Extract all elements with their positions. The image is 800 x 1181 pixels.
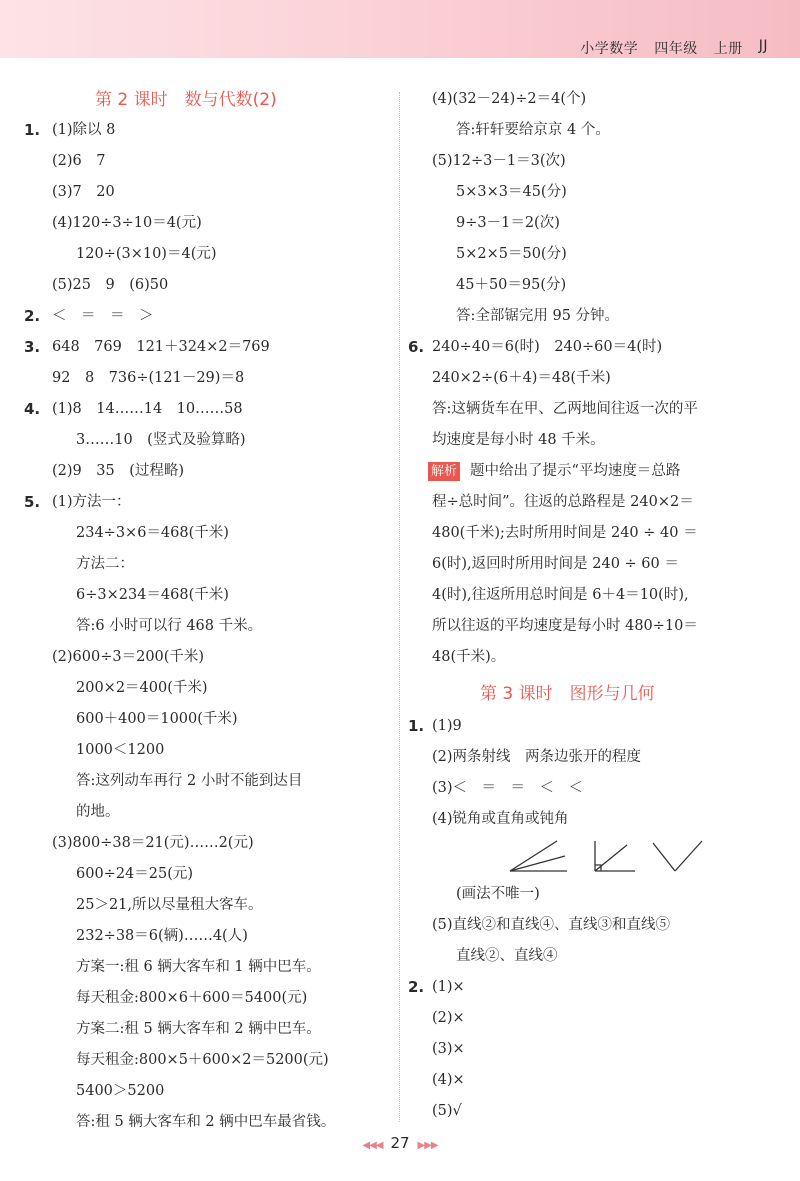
answer-line: (1)9: [432, 718, 462, 734]
section-heading-lesson3: 第 3 课时 图形与几何: [480, 684, 655, 704]
analysis-badge: 解析: [428, 462, 460, 481]
answer-line: 每天租金:800×6＋600＝5400(元): [76, 990, 308, 1006]
answer-line: 600＋400＝1000(千米): [76, 711, 238, 727]
answer-line: 5×2×5＝50(分): [456, 246, 567, 262]
g1-number: 1.: [408, 717, 425, 735]
answer-line: 5400＞5200: [76, 1083, 165, 1099]
q2-number: 2.: [24, 307, 41, 325]
answer-line: (3)7 20: [52, 184, 115, 200]
right-arrows-icon: ▶▶▶: [417, 1140, 438, 1151]
answer-line: (5)直线②和直线④、直线③和直线⑤: [432, 917, 671, 933]
header-subject: 小学数学: [580, 41, 639, 57]
answer-line: 的地。: [76, 804, 120, 820]
answer-line: (2)×: [432, 1010, 465, 1026]
answer-line: (4)×: [432, 1072, 465, 1088]
answer-line: 240÷40＝6(时) 240÷60＝4(时): [432, 339, 663, 355]
q5-number: 5.: [24, 493, 41, 511]
answer-line: (3)×: [432, 1041, 465, 1057]
drawing-note: (画法不唯一): [456, 886, 540, 902]
answer-line: 答:全部锯完用 95 分钟。: [456, 308, 620, 324]
answer-line: (2)两条射线 两条边张开的程度: [432, 749, 642, 765]
right-angle-drawing: [595, 841, 635, 871]
q6-number: 6.: [408, 338, 425, 356]
answer-line: 均速度是每小时 48 千米。: [432, 432, 605, 448]
answer-line: 答:轩轩要给京京 4 个。: [456, 122, 610, 138]
answer-line: 232÷38＝6(辆)……4(人): [76, 928, 248, 944]
answer-line: 答:这列动车再行 2 小时不能到达目: [76, 773, 303, 789]
answer-line: (2)9 35 (过程略): [52, 463, 185, 479]
header-edition: JJ: [758, 38, 768, 54]
answer-line: 1000＜1200: [76, 742, 165, 758]
page-footer: [0, 1134, 800, 1152]
answer-line: (3)＜ ＝ ＝ ＜ ＜: [432, 780, 584, 796]
answer-line: (4)(32－24)÷2＝4(个): [432, 91, 587, 107]
answer-line: (2)600÷3＝200(千米): [52, 649, 205, 665]
analysis-line: 480(千米);去时所用时间是 240 ÷ 40 ＝: [432, 525, 698, 541]
q4-number: 4.: [24, 400, 41, 418]
analysis-first-line: [428, 461, 680, 481]
analysis-line: 程÷总时间”。往返的总路程是 240×2＝: [432, 494, 694, 510]
answer-line: 方法二：: [76, 556, 134, 572]
analysis-line: 所以往返的平均速度是每小时 480÷10＝: [432, 618, 698, 634]
answer-line: (2)6 7: [52, 153, 106, 169]
answer-line: (5)25 9 (6)50: [52, 277, 169, 293]
answer-line: (3)800÷38＝21(元)……2(元): [52, 835, 254, 851]
column-divider: [399, 92, 400, 1122]
answer-line: 5×3×3＝45(分): [456, 184, 567, 200]
acute-angle-drawing: [510, 841, 567, 871]
answer-line: (1)除以 8: [52, 122, 116, 138]
answer-line: 9÷3－1＝2(次): [456, 215, 560, 231]
answer-line: 92 8 736÷(121－29)＝8: [52, 370, 245, 386]
answer-line: 方案一:租 6 辆大客车和 1 辆中巴车。: [76, 959, 321, 975]
section-heading-lesson2: 第 2 课时 数与代数(2): [95, 90, 277, 110]
g2-number: 2.: [408, 978, 425, 996]
answer-line: 120÷(3×10)＝4(元): [76, 246, 217, 262]
answer-line: (1)×: [432, 979, 465, 995]
analysis-line: 4(时),往返所用总时间是 6＋4＝10(时),: [432, 587, 689, 603]
analysis-text: 题中给出了提示“平均速度＝总路: [470, 463, 681, 479]
header-grade: 四年级: [654, 41, 698, 57]
answer-line: 6÷3×234＝468(千米): [76, 587, 229, 603]
answer-line: 45＋50＝95(分): [456, 277, 567, 293]
answer-line: 25＞21,所以尽量租大客车。: [76, 897, 263, 913]
answer-line: 直线②、直线④: [456, 948, 558, 964]
answer-line: 方案二:租 5 辆大客车和 2 辆中巴车。: [76, 1021, 321, 1037]
answer-line: (1)方法一：: [52, 494, 131, 510]
analysis-line: 48(千米)。: [432, 649, 506, 665]
answer-line: 648 769 121＋324×2＝769: [52, 339, 270, 355]
analysis-line: 6(时),返回时所用时间是 240 ÷ 60 ＝: [432, 556, 679, 572]
answer-line: 答:租 5 辆大客车和 2 辆中巴车最省钱。: [76, 1114, 336, 1130]
answer-line: 600÷24＝25(元): [76, 866, 194, 882]
answer-line: 每天租金:800×5＋600×2＝5200(元): [76, 1052, 329, 1068]
answer-line: 240×2÷(6＋4)＝48(千米): [432, 370, 611, 386]
answer-line: 234÷3×6＝468(千米): [76, 525, 229, 541]
answer-line: ＜ ＝ ＝ ＞: [52, 308, 154, 324]
answer-line: 答:6 小时可以行 468 千米。: [76, 618, 263, 634]
q3-number: 3.: [24, 338, 41, 356]
q1-number: 1.: [24, 121, 41, 139]
angle-drawings: [505, 838, 705, 878]
obtuse-angle-drawing: [653, 841, 702, 871]
answer-line: 200×2＝400(千米): [76, 680, 208, 696]
left-arrows-icon: ◀◀◀: [362, 1140, 383, 1151]
answer-line: 3……10 (竖式及验算略): [76, 432, 246, 448]
header-info: [580, 38, 768, 58]
answer-line: (4)锐角或直角或钝角: [432, 811, 569, 827]
answer-line: (5)√: [432, 1103, 462, 1119]
answer-line: (4)120÷3÷10＝4(元): [52, 215, 202, 231]
page-number: 27: [390, 1134, 410, 1152]
answer-line: (1)8 14……14 10……58: [52, 401, 243, 417]
header-volume: 上册: [713, 41, 743, 57]
answer-line: (5)12÷3－1＝3(次): [432, 153, 566, 169]
answer-line: 答:这辆货车在甲、乙两地间往返一次的平: [432, 401, 698, 417]
